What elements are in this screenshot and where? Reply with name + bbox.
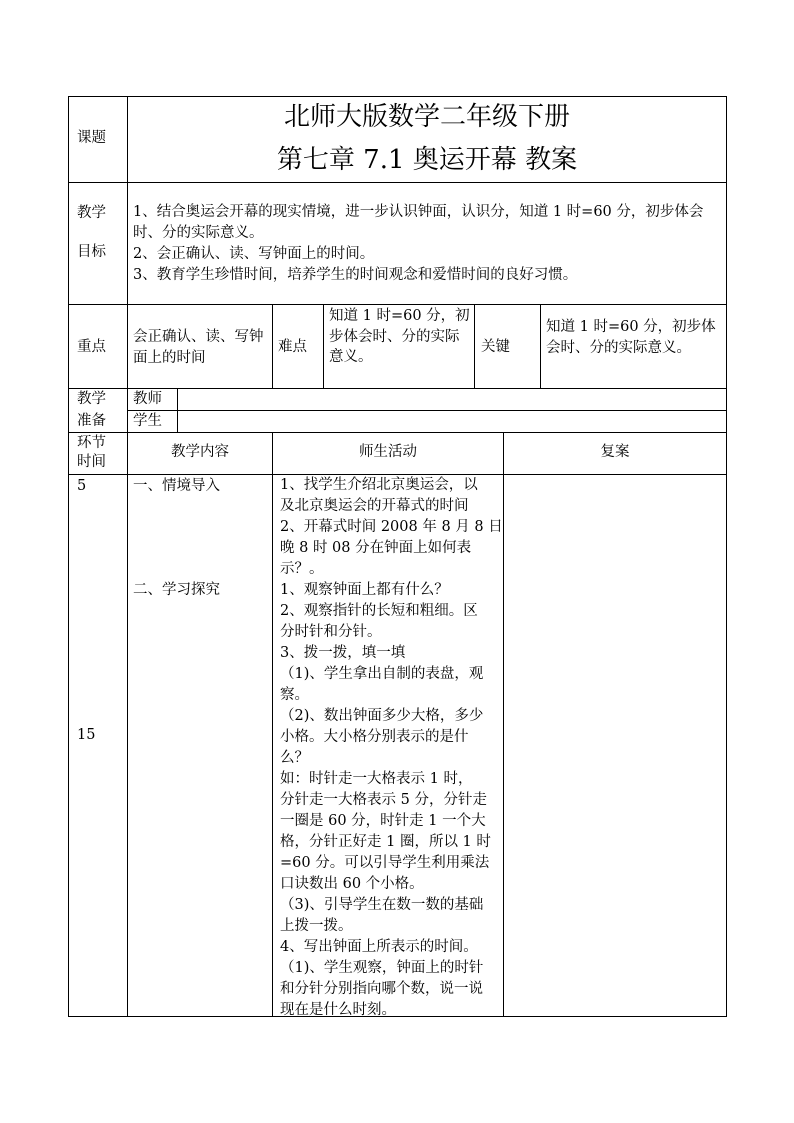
activity-line: 4、写出钟面上所表示的时间。 [280, 939, 478, 955]
activity-line: 晚 8 时 08 分在钟面上如何表 [280, 540, 472, 556]
activity-line: 现在是什么时刻。 [280, 1002, 396, 1018]
activity-line: 3、拨一拨，填一填 [280, 645, 406, 661]
activity-line: 和分针分别指向哪个数，说一说 [280, 981, 483, 997]
grid-line [127, 96, 128, 1017]
student-label: 学生 [133, 413, 162, 429]
teacher-label: 教师 [133, 391, 162, 407]
activities-column-header: 师生活动 [359, 444, 417, 460]
focus-label: 重点 [77, 339, 106, 355]
grid-line [540, 304, 541, 388]
grid-line [323, 304, 324, 388]
difficulty-text: 知道 1 时=60 分，初步体会时、分的实际意义。 [329, 308, 470, 366]
objectives-label-line2: 目标 [77, 244, 106, 260]
segment-time: 15 [77, 727, 96, 743]
activity-line: =60 分。可以引导学生利用乘法 [280, 855, 490, 871]
activity-line: 示？。 [280, 561, 324, 577]
grid-line [68, 96, 726, 97]
activity-line: 么？ [280, 750, 309, 766]
activity-line: 分时针和分针。 [280, 624, 382, 640]
activities-text [280, 475, 502, 1021]
grid-line [272, 432, 273, 1017]
grid-line [272, 304, 273, 388]
activity-line: 分针走一大格表示 5 分，分针走 [280, 792, 487, 808]
page-title: 北师大版数学二年级下册 [283, 102, 570, 132]
activity-line: 一圈是 60 分，时针走 1 一个大 [280, 813, 486, 829]
activity-line: 格，分针正好走 1 圈，所以 1 时 [280, 834, 491, 850]
grid-line [177, 388, 178, 432]
objectives-label-line1: 教学 [77, 205, 106, 221]
grid-line [726, 96, 727, 1017]
grid-line [68, 432, 726, 433]
activity-line: （3)、引导学生在数一数的基础 [280, 897, 484, 913]
segment-time: 5 [77, 478, 87, 494]
grid-line [68, 388, 726, 389]
topic-label: 课题 [77, 130, 106, 146]
section-heading: 二、学习探究 [133, 582, 220, 598]
objective-item: 1、结合奥运会开幕的现实情境，进一步认识钟面，认识分，知道 1 时=60 分，初步体会时、分的实际意义。 [133, 204, 704, 241]
time-column-header-line1: 环节 [77, 435, 106, 451]
content-column-header: 教学内容 [171, 444, 229, 460]
activity-line: （1)、学生拿出自制的表盘，观 [280, 666, 484, 682]
page-subtitle: 第七章 7.1 奥运开幕 教案 [276, 145, 578, 175]
activity-line: 及北京奥运会的开幕式的时间 [280, 498, 469, 514]
objective-item: 3、教育学生珍惜时间，培养学生的时间观念和爱惜时间的良好习惯。 [133, 267, 578, 283]
difficulty-label: 难点 [278, 339, 307, 355]
activity-line: 小格。大小格分别表示的是什 [280, 729, 469, 745]
grid-line [68, 182, 726, 183]
preparation-label-line1: 教学 [77, 391, 106, 407]
activity-line: 上拨一拨。 [280, 918, 353, 934]
key-text: 知道 1 时=60 分，初步体会时、分的实际意义。 [546, 319, 716, 356]
preparation-label-line2: 准备 [77, 413, 106, 429]
activity-line: （2)、数出钟面多少大格，多少 [280, 708, 484, 724]
grid-line [68, 96, 69, 1017]
grid-line [68, 304, 726, 305]
activity-line: 如：时针走一大格表示 1 时， [280, 771, 473, 787]
grid-line [503, 432, 504, 1017]
objective-item: 2、会正确认、读、写钟面上的时间。 [133, 246, 375, 262]
grid-line [127, 410, 726, 411]
activity-line: 2、观察指针的长短和粗细。区 [280, 603, 478, 619]
grid-line [474, 304, 475, 388]
review-column-header: 复案 [600, 444, 630, 460]
section-heading: 一、情境导入 [133, 478, 220, 494]
activity-line: 1、找学生介绍北京奥运会，以 [280, 477, 478, 493]
activity-line: 2、开幕式时间 2008 年 8 月 8 日 [280, 519, 503, 535]
activity-line: （1)、学生观察，钟面上的时针 [280, 960, 484, 976]
activity-line: 1、观察钟面上都有什么？ [280, 582, 449, 598]
time-column-header-line2: 时间 [77, 454, 106, 470]
activity-line: 口诀数出 60 个小格。 [280, 876, 424, 892]
key-label: 关键 [481, 339, 510, 355]
activity-line: 察。 [280, 687, 309, 703]
focus-text: 会正确认、读、写钟面上的时间 [133, 329, 264, 366]
